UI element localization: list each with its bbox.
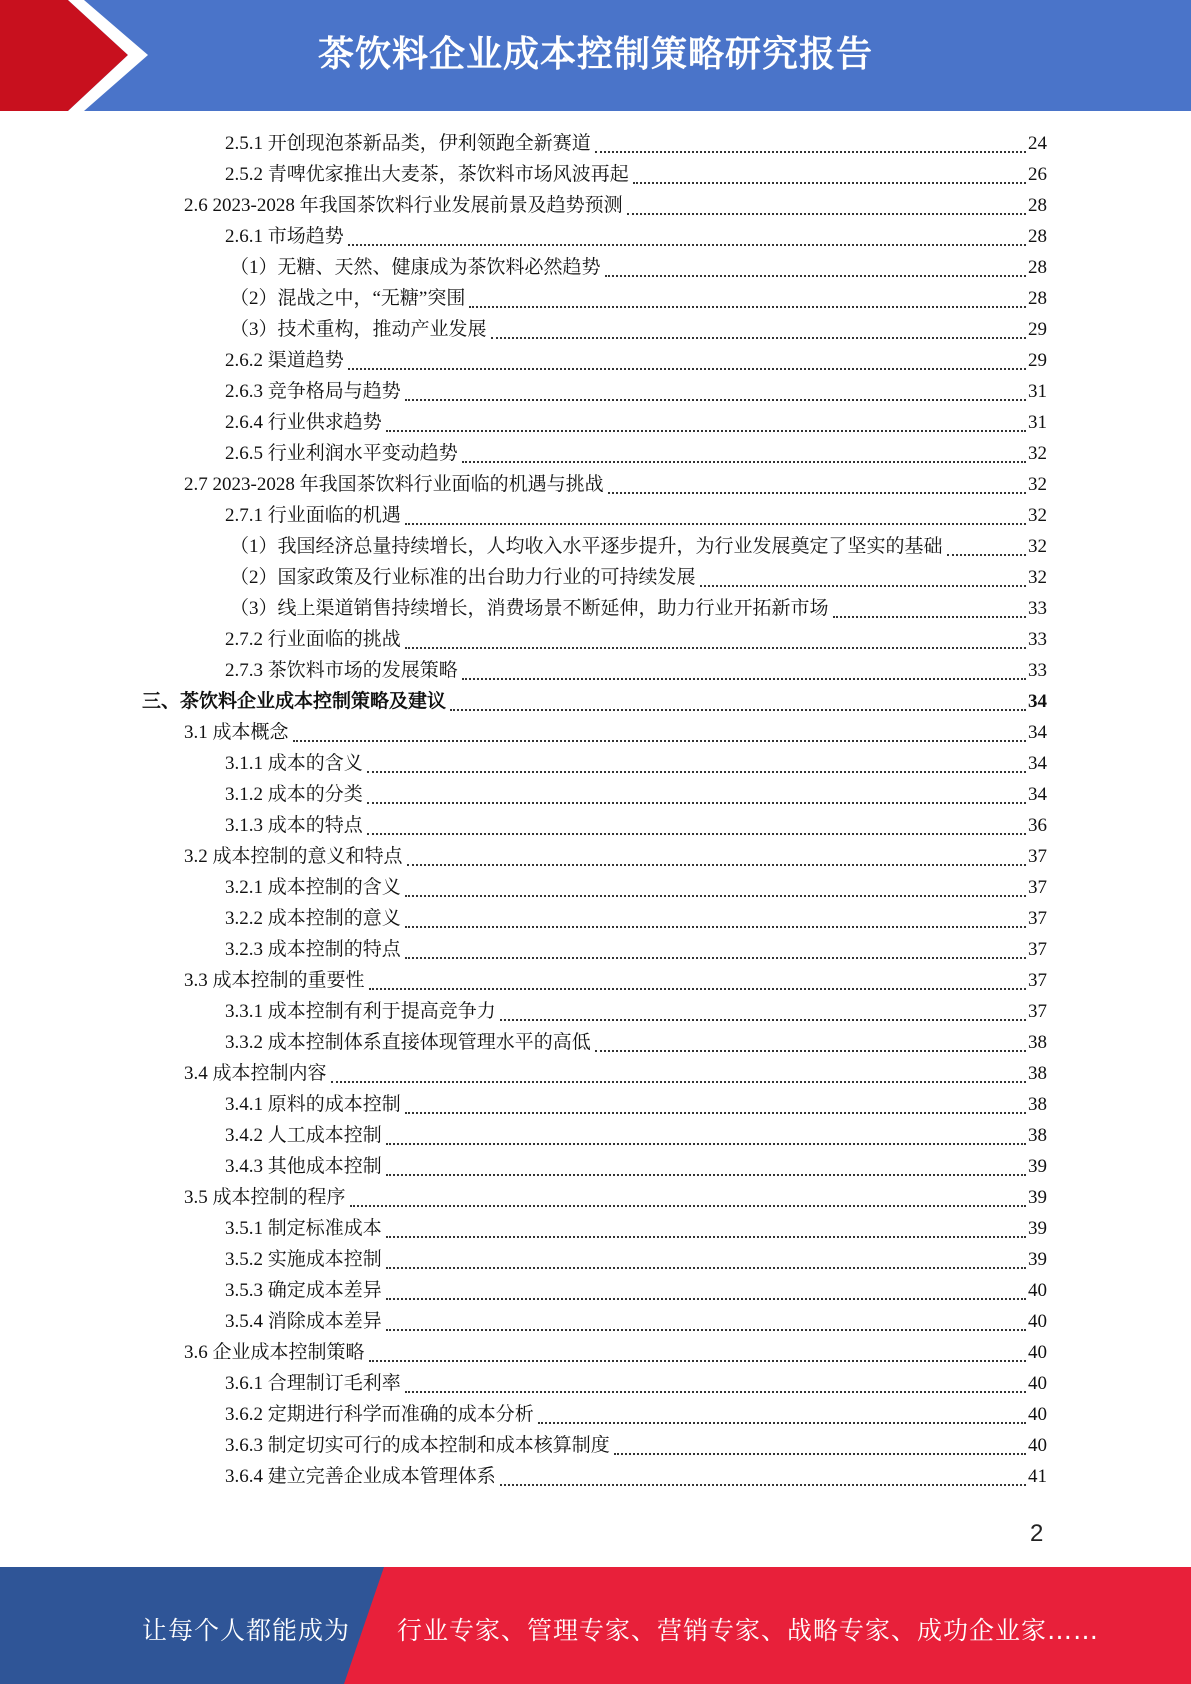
toc-dot-leader (350, 1205, 1026, 1207)
toc-dot-leader (367, 802, 1026, 804)
toc-entry-title: 三、茶饮料企业成本控制策略及建议 (142, 691, 447, 712)
toc-dot-leader (450, 709, 1026, 711)
toc-entry-page: 40 (1028, 1342, 1047, 1363)
toc-dot-leader (405, 1112, 1026, 1114)
toc-dot-leader (367, 833, 1026, 835)
toc-entry-page: 28 (1028, 226, 1047, 247)
toc-entry-title: 2.6.1 市场趋势 (225, 226, 344, 247)
toc-dot-leader (538, 1422, 1026, 1424)
toc-entry[interactable] (230, 531, 1047, 562)
toc-entry-page: 29 (1028, 319, 1047, 340)
toc-dot-leader (633, 182, 1026, 184)
toc-entry-title: （3）线上渠道销售持续增长，消费场景不断延伸，助力行业开拓新市场 (230, 598, 829, 619)
toc-entry[interactable] (225, 655, 1047, 686)
toc-entry-page: 28 (1028, 288, 1047, 309)
toc-entry-page: 34 (1028, 784, 1047, 805)
toc-dot-leader (462, 678, 1026, 680)
toc-entry-page: 32 (1028, 443, 1047, 464)
toc-entry-title: 3.4.1 原料的成本控制 (225, 1094, 401, 1115)
toc-entry-title: 3.6.1 合理制订毛利率 (225, 1373, 401, 1394)
toc-entry[interactable] (225, 221, 1047, 252)
toc-dot-leader (605, 275, 1026, 277)
toc-entry-title: 2.6.2 渠道趋势 (225, 350, 344, 371)
toc-entry[interactable] (184, 717, 1047, 748)
toc-entry-page: 29 (1028, 350, 1047, 371)
toc-entry-page: 33 (1028, 598, 1047, 619)
toc-entry-page: 31 (1028, 381, 1047, 402)
toc-entry-page: 33 (1028, 629, 1047, 650)
toc-dot-leader (405, 926, 1026, 928)
toc-entry[interactable] (225, 128, 1047, 159)
toc-entry[interactable] (225, 1089, 1047, 1120)
toc-dot-leader (331, 1081, 1026, 1083)
toc-entry[interactable] (230, 562, 1047, 593)
toc-entry-page: 39 (1028, 1249, 1047, 1270)
toc-entry-page: 24 (1028, 133, 1047, 154)
toc-entry-title: （2）混战之中，“无糖”突围 (230, 288, 466, 309)
toc-entry-title: （1）我国经济总量持续增长，人均收入水平逐步提升，为行业发展奠定了坚实的基础 (230, 536, 943, 557)
toc-entry-page: 37 (1028, 939, 1047, 960)
toc-entry[interactable] (225, 376, 1047, 407)
toc-entry-title: 3.6.2 定期进行科学而准确的成本分析 (225, 1404, 534, 1425)
toc-entry[interactable] (225, 438, 1047, 469)
toc-entry[interactable] (225, 1368, 1047, 1399)
page-number: 2 (1030, 1520, 1044, 1547)
page-footer (0, 1567, 1191, 1684)
toc-dot-leader (500, 1019, 1026, 1021)
toc-dot-leader (405, 647, 1026, 649)
toc-entry-title: 3.6.3 制定切实可行的成本控制和成本核算制度 (225, 1435, 610, 1456)
toc-entry-title: 2.6.5 行业利润水平变动趋势 (225, 443, 458, 464)
toc-dot-leader (367, 771, 1026, 773)
toc-entry[interactable] (184, 1337, 1047, 1368)
toc-entry-title: 3.2 成本控制的意义和特点 (184, 846, 403, 867)
toc-entry-title: 2.6 2023-2028 年我国茶饮料行业发展前景及趋势预测 (184, 195, 623, 216)
toc-dot-leader (700, 585, 1026, 587)
toc-dot-leader (386, 1143, 1026, 1145)
toc-entry-page: 37 (1028, 1001, 1047, 1022)
page-header (0, 0, 1191, 111)
toc-entry-page: 32 (1028, 505, 1047, 526)
toc-entry-page: 28 (1028, 257, 1047, 278)
toc-entry-page: 34 (1028, 753, 1047, 774)
toc-entry-title: 2.5.1 开创现泡茶新品类，伊利领跑全新赛道 (225, 133, 591, 154)
toc-entry-title: 3.3.1 成本控制有利于提高竞争力 (225, 1001, 496, 1022)
toc-entry-page: 32 (1028, 474, 1047, 495)
toc-entry-title: 3.6.4 建立完善企业成本管理体系 (225, 1466, 496, 1487)
toc-entry[interactable] (225, 903, 1047, 934)
toc-entry[interactable] (225, 996, 1047, 1027)
toc-entry-page: 39 (1028, 1218, 1047, 1239)
toc-entry-title: 3.5.3 确定成本差异 (225, 1280, 382, 1301)
toc-dot-leader (614, 1453, 1026, 1455)
toc-entry-title: 3.4.2 人工成本控制 (225, 1125, 382, 1146)
toc-entry[interactable] (225, 1120, 1047, 1151)
toc-dot-leader (833, 616, 1026, 618)
toc-dot-leader (369, 1360, 1026, 1362)
toc-entry[interactable] (225, 1461, 1047, 1492)
toc-entry[interactable] (184, 469, 1047, 500)
toc-entry-title: 3.1 成本概念 (184, 722, 289, 743)
toc-entry-page: 38 (1028, 1125, 1047, 1146)
toc-entry[interactable] (230, 283, 1047, 314)
toc-entry[interactable] (225, 1244, 1047, 1275)
toc-entry-page: 38 (1028, 1032, 1047, 1053)
toc-entry-page: 39 (1028, 1187, 1047, 1208)
toc-entry-title: （1）无糖、天然、健康成为茶饮料必然趋势 (230, 257, 601, 278)
toc-entry-page: 28 (1028, 195, 1047, 216)
toc-entry-page: 38 (1028, 1094, 1047, 1115)
toc-dot-leader (462, 461, 1026, 463)
toc-entry[interactable] (184, 965, 1047, 996)
toc-entry[interactable] (225, 810, 1047, 841)
toc-entry-title: 3.2.1 成本控制的含义 (225, 877, 401, 898)
toc-entry-page: 32 (1028, 536, 1047, 557)
toc-entry[interactable] (184, 1058, 1047, 1089)
toc-entry-page: 39 (1028, 1156, 1047, 1177)
toc-entry-title: 3.2.3 成本控制的特点 (225, 939, 401, 960)
toc-entry[interactable] (225, 345, 1047, 376)
toc-entry-title: 3.1.1 成本的含义 (225, 753, 363, 774)
toc-entry-title: 3.1.3 成本的特点 (225, 815, 363, 836)
toc-entry-title: 3.4.3 其他成本控制 (225, 1156, 382, 1177)
toc-entry[interactable] (225, 934, 1047, 965)
toc-entry-page: 26 (1028, 164, 1047, 185)
toc-entry[interactable] (225, 624, 1047, 655)
toc-entry-title: 3.3.2 成本控制体系直接体现管理水平的高低 (225, 1032, 591, 1053)
toc-entry-page: 37 (1028, 846, 1047, 867)
toc-entry-title: 2.5.2 青啤优家推出大麦茶，茶饮料市场风波再起 (225, 164, 629, 185)
toc-entry-title: 3.4 成本控制内容 (184, 1063, 327, 1084)
toc-entry-page: 40 (1028, 1373, 1047, 1394)
toc-entry-title: 3.5.2 实施成本控制 (225, 1249, 382, 1270)
toc-entry-page: 34 (1028, 722, 1047, 743)
toc-dot-leader (386, 430, 1026, 432)
toc-entry-title: 3.5 成本控制的程序 (184, 1187, 346, 1208)
toc-entry[interactable] (225, 1275, 1047, 1306)
toc-dot-leader (348, 244, 1026, 246)
footer-roles: 行业专家、管理专家、营销专家、战略专家、成功企业家…… (397, 1616, 1100, 1645)
toc-entry[interactable] (230, 593, 1047, 624)
toc-entry-title: 3.3 成本控制的重要性 (184, 970, 365, 991)
toc-dot-leader (386, 1329, 1026, 1331)
toc-dot-leader (595, 1050, 1026, 1052)
toc-entry[interactable] (225, 1213, 1047, 1244)
toc-entry-page: 37 (1028, 908, 1047, 929)
footer-slogan: 让每个人都能成为 (142, 1616, 351, 1645)
toc-entry-page: 40 (1028, 1280, 1047, 1301)
toc-dot-leader (405, 957, 1026, 959)
toc-entry-page: 41 (1028, 1466, 1047, 1487)
toc-entry-page: 31 (1028, 412, 1047, 433)
toc-entry[interactable] (184, 190, 1047, 221)
toc-dot-leader (469, 306, 1026, 308)
toc-entry-page: 33 (1028, 660, 1047, 681)
toc-entry-title: 2.7.1 行业面临的机遇 (225, 505, 401, 526)
toc-entry[interactable] (184, 1182, 1047, 1213)
toc-entry-title: （2）国家政策及行业标准的出台助力行业的可持续发展 (230, 567, 696, 588)
toc-dot-leader (405, 523, 1026, 525)
toc-dot-leader (386, 1174, 1026, 1176)
toc-entry-title: 2.6.3 竞争格局与趋势 (225, 381, 401, 402)
toc-dot-leader (405, 895, 1026, 897)
toc-entry[interactable] (225, 1399, 1047, 1430)
toc-entry-title: 2.6.4 行业供求趋势 (225, 412, 382, 433)
toc-entry-title: 3.5.1 制定标准成本 (225, 1218, 382, 1239)
toc-entry-title: 3.1.2 成本的分类 (225, 784, 363, 805)
toc-dot-leader (386, 1298, 1026, 1300)
toc-entry-title: 3.6 企业成本控制策略 (184, 1342, 365, 1363)
toc-entry-page: 38 (1028, 1063, 1047, 1084)
toc-entry-title: （3）技术重构，推动产业发展 (230, 319, 487, 340)
toc-entry[interactable] (225, 1306, 1047, 1337)
toc-dot-leader (386, 1236, 1026, 1238)
toc-dot-leader (947, 554, 1026, 556)
toc-entry-page: 32 (1028, 567, 1047, 588)
toc-entry[interactable] (225, 1027, 1047, 1058)
toc-dot-leader (407, 864, 1026, 866)
toc-dot-leader (405, 399, 1026, 401)
toc-entry-page: 37 (1028, 877, 1047, 898)
toc-entry-title: 3.5.4 消除成本差异 (225, 1311, 382, 1332)
toc-entry[interactable] (184, 841, 1047, 872)
toc-dot-leader (386, 1267, 1026, 1269)
toc-entry-page: 36 (1028, 815, 1047, 836)
toc-entry[interactable] (225, 407, 1047, 438)
toc-entry[interactable] (225, 159, 1047, 190)
toc-dot-leader (405, 1391, 1026, 1393)
toc-entry-title: 2.7.3 茶饮料市场的发展策略 (225, 660, 458, 681)
toc-dot-leader (348, 368, 1026, 370)
toc-entry-title: 3.2.2 成本控制的意义 (225, 908, 401, 929)
toc-dot-leader (500, 1484, 1026, 1486)
toc-entry[interactable] (225, 1430, 1047, 1461)
toc-entry[interactable] (225, 872, 1047, 903)
toc-entry-title: 2.7.2 行业面临的挑战 (225, 629, 401, 650)
report-title: 茶饮料企业成本控制策略研究报告 (317, 34, 873, 75)
toc-entry[interactable] (225, 779, 1047, 810)
toc-dot-leader (627, 213, 1026, 215)
toc-entry-page: 40 (1028, 1435, 1047, 1456)
toc-entry[interactable] (230, 252, 1047, 283)
toc-entry-page: 40 (1028, 1311, 1047, 1332)
toc-entry-page: 40 (1028, 1404, 1047, 1425)
toc-entry-page: 34 (1028, 691, 1047, 712)
toc-dot-leader (595, 151, 1026, 153)
toc-entry-title: 2.7 2023-2028 年我国茶饮料行业面临的机遇与挑战 (184, 474, 604, 495)
toc-dot-leader (369, 988, 1026, 990)
toc-dot-leader (293, 740, 1026, 742)
toc-entry-page: 37 (1028, 970, 1047, 991)
toc-entry[interactable] (225, 748, 1047, 779)
toc-entry[interactable] (225, 1151, 1047, 1182)
toc-entry[interactable] (142, 686, 1047, 717)
toc-entry[interactable] (225, 500, 1047, 531)
toc-dot-leader (608, 492, 1026, 494)
toc-dot-leader (491, 337, 1026, 339)
toc-entry[interactable] (230, 314, 1047, 345)
